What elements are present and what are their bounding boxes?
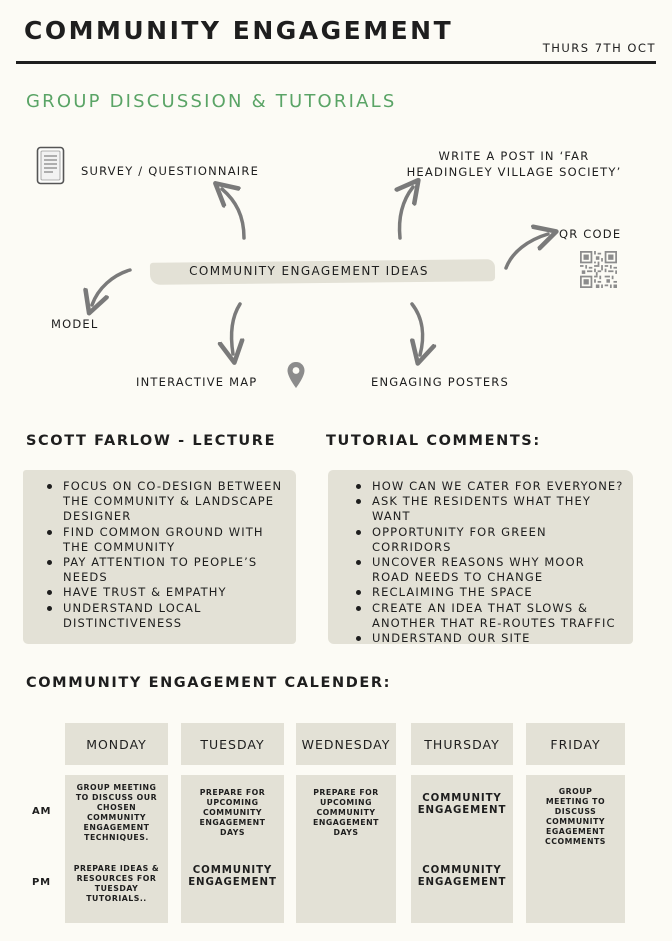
tuesday-pm-entry: COMMUNITY ENGAGEMENT — [188, 865, 277, 888]
arrow-to-posters — [412, 304, 423, 355]
tutorial-heading: TUTORIAL COMMENTS: — [326, 433, 541, 449]
am-row-label: AM — [32, 806, 52, 817]
idea-post-line1: WRITE A POST IN ‘FAR — [438, 149, 590, 163]
calendar-column-monday — [65, 775, 168, 923]
arrow-to-qr — [506, 234, 548, 268]
arrow-to-post — [400, 187, 413, 238]
document-icon — [36, 146, 66, 186]
idea-engaging-posters: ENGAGING POSTERS — [371, 375, 509, 389]
thursday-pm-entry: COMMUNITY ENGAGEMENT — [417, 865, 507, 888]
tutorial-comments-panel — [328, 470, 633, 644]
calendar-column-wednesday — [296, 775, 396, 923]
page-title: COMMUNITY ENGAGEMENT — [24, 16, 454, 45]
mindmap-heading: GROUP DISCUSSION & TUTORIALS — [26, 91, 397, 112]
arrow-to-map — [231, 304, 240, 354]
tuesday-am-entry: PREPARE FOR UPCOMING COMMUNITY ENGAGEMENT DAYS — [199, 788, 266, 837]
tutorial-comments-list — [352, 479, 627, 646]
monday-pm-entry: PREPARE IDEAS & RESOURCES FOR TUESDAY TUTORIALS.. — [73, 864, 160, 903]
header-divider — [16, 61, 656, 64]
idea-survey: SURVEY / QUESTIONNAIRE — [81, 164, 260, 178]
idea-model: MODEL — [51, 317, 99, 331]
lecture-notes-panel — [23, 470, 296, 644]
arrow-to-model — [92, 270, 130, 305]
pm-row-label: PM — [32, 877, 51, 888]
list-item: UNCOVER REASONS WHY MOOR ROAD NEEDS TO CHANGE — [352, 555, 627, 585]
list-item: HAVE TRUST & EMPATHY — [43, 585, 286, 600]
idea-qr-code: QR CODE — [559, 227, 622, 241]
qr-code-icon — [580, 251, 617, 288]
calendar-day-monday: MONDAY — [65, 723, 168, 765]
thursday-am-entry: COMMUNITY ENGAGEMENT — [417, 793, 507, 816]
central-idea: COMMUNITY ENGAGEMENT IDEAS — [189, 264, 429, 278]
idea-interactive-map: INTERACTIVE MAP — [136, 375, 258, 389]
list-item: FIND COMMON GROUND WITH THE COMMUNITY — [43, 525, 286, 555]
calendar-heading: COMMUNITY ENGAGEMENT CALENDER: — [26, 675, 391, 691]
lecture-notes-list — [43, 479, 286, 631]
calendar-column-tuesday — [181, 775, 284, 923]
list-item: FOCUS ON CO-DESIGN BETWEEN THE COMMUNITY & LANDSCAPE DESIGNER — [43, 479, 286, 525]
calendar-column-thursday — [411, 775, 513, 923]
wednesday-am-entry: PREPARE FOR UPCOMING COMMUNITY ENGAGEMENT DAYS — [313, 788, 379, 837]
calendar-day-tuesday: TUESDAY — [181, 723, 284, 765]
lecture-heading: SCOTT FARLOW - LECTURE — [26, 433, 277, 449]
calendar-day-friday: FRIDAY — [526, 723, 625, 765]
list-item: RECLAIMING THE SPACE — [352, 585, 627, 600]
monday-am-entry: GROUP MEETING TO DISCUSS OUR CHOSEN COMMUNITY ENGAGEMENT TECHNIQUES. — [75, 783, 158, 842]
list-item: PAY ATTENTION TO PEOPLE’S NEEDS — [43, 555, 286, 585]
idea-post-line2: HEADINGLEY VILLAGE SOCIETY’ — [406, 165, 622, 179]
list-item: CREATE AN IDEA THAT SLOWS & ANOTHER THAT RE-ROUTES TRAFFIC — [352, 601, 627, 631]
list-item: HOW CAN WE CATER FOR EVERYONE? — [352, 479, 627, 494]
map-pin-icon — [286, 361, 306, 389]
page-date: THURS 7TH OCT — [542, 41, 656, 55]
calendar-day-wednesday: WEDNESDAY — [296, 723, 396, 765]
list-item: UNDERSTAND OUR SITE — [352, 631, 627, 646]
list-item: OPPORTUNITY FOR GREEN CORRIDORS — [352, 525, 627, 555]
calendar-column-friday — [526, 775, 625, 923]
arrow-to-survey — [222, 189, 244, 238]
friday-am-entry: GROUP MEETING TO DISCUSS COMMUNITY EGAGEMENT CCOMMENTS — [545, 787, 606, 846]
list-item: UNDERSTAND LOCAL DISTINCTIVENESS — [43, 601, 286, 631]
calendar-day-thursday: THURSDAY — [411, 723, 513, 765]
list-item: ASK THE RESIDENTS WHAT THEY WANT — [352, 494, 627, 524]
